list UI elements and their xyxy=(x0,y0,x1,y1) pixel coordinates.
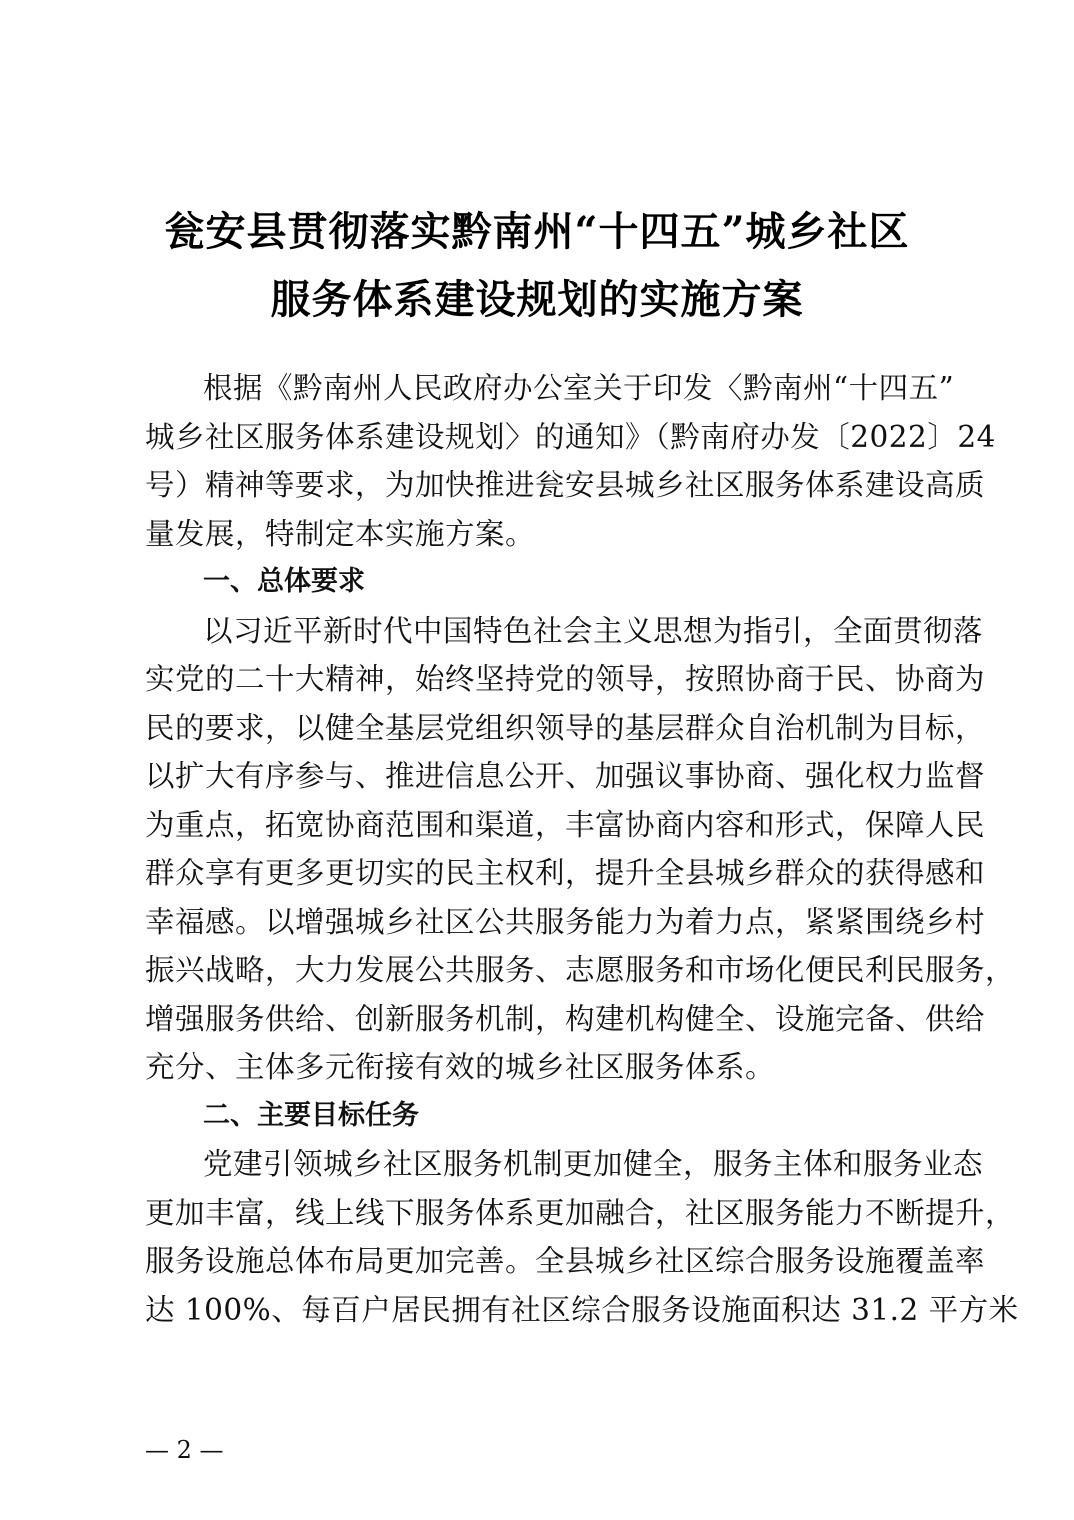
paragraph3-line: 党建引领城乡社区服务机制更加健全，服务主体和服务业态 xyxy=(203,1147,984,1181)
paragraph1-line: 根据《黔南州人民政府办公室关于印发〈黔南州“十四五” xyxy=(203,371,955,405)
paragraph2-line: 民的要求，以健全基层党组织领导的基层群众自治机制为目标， xyxy=(145,710,986,745)
paragraph1-line: 号）精神等要求，为加快推进瓮安县城乡社区服务体系建设高质 xyxy=(145,468,986,502)
paragraph2-line: 增强服务供给、创新服务机制，构建机构健全、设施完备、供给 xyxy=(145,1001,986,1036)
page-number: — 2 — xyxy=(145,1436,224,1464)
paragraph1-line: 城乡社区服务体系建设规划〉的通知》（黔南府办发〔2022〕24 xyxy=(145,419,996,454)
section-heading-2: 二、主要目标任务 xyxy=(203,1099,419,1131)
paragraph3-line: 更加丰富，线上线下服务体系更加融合，社区服务能力不断提升， xyxy=(145,1195,1016,1230)
paragraph2-line: 以习近平新时代中国特色社会主义思想为指引，全面贯彻落 xyxy=(203,613,984,648)
paragraph1-line: 量发展，特制定本实施方案。 xyxy=(145,516,536,551)
paragraph2-line: 充分、主体多元衔接有效的城乡社区服务体系。 xyxy=(145,1050,776,1084)
paragraph3-line: 达 100%、每百户居民拥有社区综合服务设施面积达 31.2 平方米 xyxy=(145,1292,1019,1327)
paragraph3-line: 服务设施总体布局更加完善。全县城乡社区综合服务设施覆盖率 xyxy=(145,1244,986,1278)
paragraph2-line: 以扩大有序参与、推进信息公开、加强议事协商、强化权力监督 xyxy=(145,759,986,793)
title-line-1: 瓮安县贯彻落实黔南州“十四五”城乡社区 xyxy=(164,208,910,255)
paragraph2-line: 幸福感。以增强城乡社区公共服务能力为着力点，紧紧围绕乡村 xyxy=(145,904,986,939)
paragraph2-line: 为重点，拓宽协商范围和渠道，丰富协商内容和形式，保障人民 xyxy=(145,807,986,842)
paragraph2-line: 振兴战略，大力发展公共服务、志愿服务和市场化便民利民服务， xyxy=(145,953,1016,987)
section-heading-1: 一、总体要求 xyxy=(203,566,365,597)
title-line-2: 服务体系建设规划的实施方案 xyxy=(270,276,804,323)
paragraph2-line: 群众享有更多更切实的民主权利，提升全县城乡群众的获得感和 xyxy=(145,856,986,890)
paragraph2-line: 实党的二十大精神，始终坚持党的领导，按照协商于民、协商为 xyxy=(145,662,986,696)
